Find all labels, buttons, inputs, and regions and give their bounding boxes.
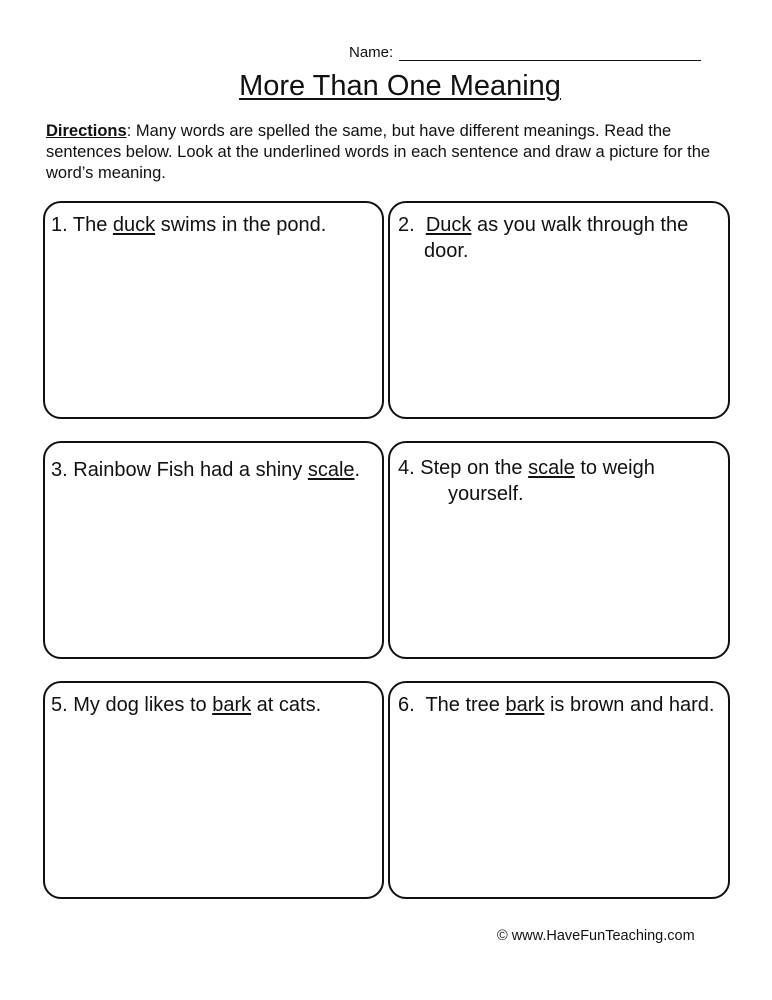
name-field[interactable]	[349, 44, 701, 61]
prompt-number: 5.	[51, 694, 68, 716]
drawing-box-5[interactable]	[43, 681, 384, 899]
name-label: Name:	[349, 44, 394, 61]
copyright-footer: © www.HaveFunTeaching.com	[497, 928, 695, 944]
prompt-3: 3. Rainbow Fish had a shiny scale.	[51, 459, 361, 481]
prompt-6: 6. The tree bark is brown and hard.	[398, 694, 715, 716]
prompt-number: 4.	[398, 457, 415, 479]
prompt-number: 2.	[398, 214, 415, 236]
directions-label: Directions	[46, 122, 127, 140]
drawing-box-3[interactable]	[43, 441, 384, 659]
name-blank-line[interactable]	[399, 45, 701, 61]
prompt-number: 1.	[51, 214, 68, 236]
directions-text: : Many words are spelled the same, but have different meanings. Read the sentences below. Look at the underlined words in each sentence and draw a picture for the word’s meaning.	[46, 122, 711, 182]
prompt-2: 2. Duck as you walk through the door.	[398, 214, 689, 262]
page-title: More Than One Meaning	[239, 70, 561, 102]
drawing-box-4[interactable]	[388, 441, 730, 659]
prompt-5: 5. My dog likes to bark at cats.	[51, 694, 322, 716]
drawing-box-1[interactable]	[43, 201, 384, 419]
prompt-1: 1. The duck swims in the pond.	[51, 214, 327, 236]
underlined-word: bark	[505, 694, 545, 716]
prompt-4: 4. Step on the scale to weigh yourself.	[398, 457, 655, 505]
prompt-number: 3.	[51, 459, 68, 481]
drawing-box-2[interactable]	[388, 201, 730, 419]
prompt-number: 6.	[398, 694, 415, 716]
underlined-word: Duck	[425, 214, 472, 236]
underlined-word: scale	[307, 459, 355, 481]
underlined-word: bark	[212, 694, 252, 716]
directions-paragraph	[46, 121, 736, 184]
drawing-box-6[interactable]	[388, 681, 730, 899]
underlined-word: duck	[112, 214, 156, 236]
underlined-word: scale	[528, 457, 575, 479]
